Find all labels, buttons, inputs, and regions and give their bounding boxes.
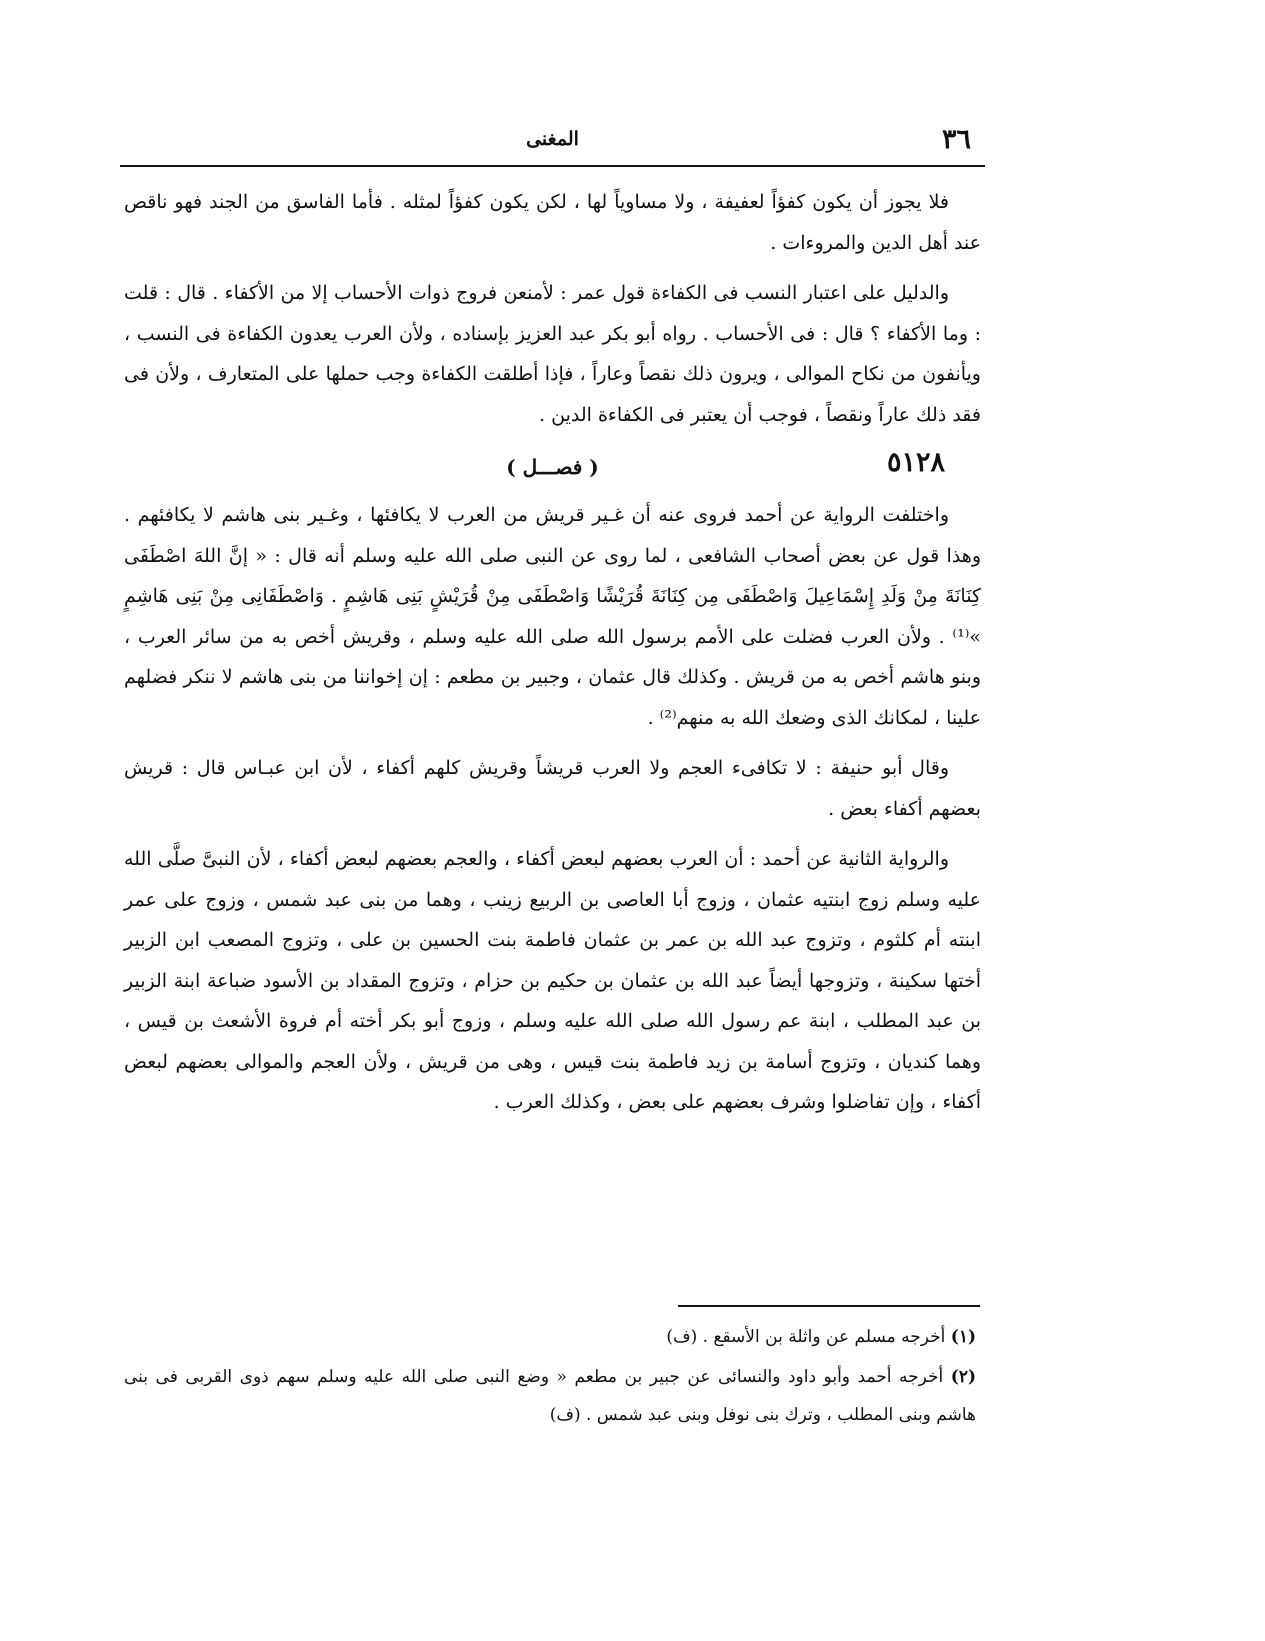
paragraph: واختلفت الرواية عن أحمد فروى عنه أن غـير قريش من العرب لا يكافئها ، وغـير بنى هاشم لا يكافئهم . وهذا قول عن بعض أصحاب الشافعى ، لما روى عن النبى صلى الله عليه وسلم أنه قال : « إنَّ اللهَ اصْطَفَى كِنَانَةَ مِنْ وَلَدِ إِسْمَاعِيلَ وَاصْطَفَى مِن كِنَانَةَ قُرَيْشًا وَاصْطَفَى مِنْ قُرَيْشٍ بَنِى هَاشِمٍ . وَاصْطَفَانِى مِنْ بَنِى هَاشِمٍ »⁽¹⁾ . ولأن العرب فضلت على الأمم برسول الله صلى الله عليه وسلم ، وقريش أخص به من سائر العرب ، وبنو هاشم أخص به من قريش . وكذلك قال عثمان ، وجبير بن مطعم : إن إخواننا من بنى هاشم لا ننكر فضلهم علينا ، لمكانك الذى وضعك الله به منهم⁽²⁾ . (124, 504, 981, 729)
footnote-rule (678, 1305, 980, 1307)
header-rule (120, 165, 985, 167)
paragraph: فلا يجوز أن يكون كفؤاً لعفيفة ، ولا مساوياً لها ، لكن يكون كفؤاً لمثله . فأما الفاسق من الجند فهو ناقص عند أهل الدين والمروءات . (124, 191, 981, 254)
footnote-marker: (١) (950, 1327, 976, 1347)
footnote-text: أخرجه مسلم عن واثلة بن الأسقع . (ف) (666, 1327, 946, 1347)
footnote (124, 1358, 976, 1434)
footnote-text: أخرجه أحمد وأبو داود والنسائى عن جبير بن مطعم « وضع النبى صلى الله عليه وسلم سهم ذوى القربى فى بنى هاشم وبنى المطلب ، وترك بنى نوفل وبنى عبد شمس . (ف) (124, 1367, 976, 1425)
section-heading (124, 443, 981, 487)
running-title: المغنى (526, 128, 579, 150)
section-title: ( فصـــل ) (506, 455, 599, 479)
page-header (120, 120, 985, 164)
main-text (124, 182, 981, 1133)
footnotes (124, 1318, 976, 1436)
page-number: ٣٦ (941, 124, 971, 155)
footnote-marker: (٢) (950, 1367, 977, 1387)
paragraph: والدليل على اعتبار النسب فى الكفاءة قول عمر : لأمنعن فروج ذوات الأحساب إلا من الأكفاء . قال : قلت : وما الأكفاء ؟ قال : فى الأحساب . رواه أبو بكر عبد العزيز بإسناده ، ولأن العرب يعدون الكفاءة فى النسب ، ويأنفون من نكاح الموالى ، ويرون ذلك نقصاً وعاراً ، فإذا أطلقت الكفاءة وجب حملها على المتعارف ، ولأن فى فقد ذلك عاراً ونقصاً ، فوجب أن يعتبر فى الكفاءة الدين . (124, 282, 981, 426)
paragraph: وقال أبو حنيفة : لا تكافىء العجم ولا العرب قريشاً وقريش كلهم أكفاء ، لأن ابن عبـاس قال : قريش بعضهم أكفاء بعض . (124, 757, 981, 820)
footnote (124, 1318, 976, 1356)
section-number: ٥١٢٨ (886, 447, 945, 478)
paragraph: والرواية الثانية عن أحمد : أن العرب بعضهم لبعض أكفاء ، والعجم بعضهم لبعض أكفاء ، لأن النبىَّ صلَّى الله عليه وسلم زوج ابنتيه عثمان ، وزوج أبا العاصى بن الربيع زينب ، وهما من بنى عبد شمس ، وزوج على عمر ابنته أم كلثوم ، وتزوج عبد الله بن عمر بن عثمان فاطمة بنت الحسين بن على ، وتزوج المصعب ابن الزبير أختها سكينة ، وتزوجها أيضاً عبد الله بن عثمان بن حكيم بن حزام ، وتزوج المقداد بن الأسود ضباعة ابنة الزبير بن عبد المطلب ، ابنة عم رسول الله صلى الله عليه وسلم ، وزوج أبو بكر أخته أم فروة الأشعث بن قيس ، وهما كنديان ، وتزوج أسامة بن زيد فاطمة بنت قيس ، وهى من قريش ، ولأن العجم والموالى بعضهم لبعض أكفاء ، وإن تفاضلوا وشرف بعضهم على بعض ، وكذلك العرب . (124, 848, 981, 1113)
